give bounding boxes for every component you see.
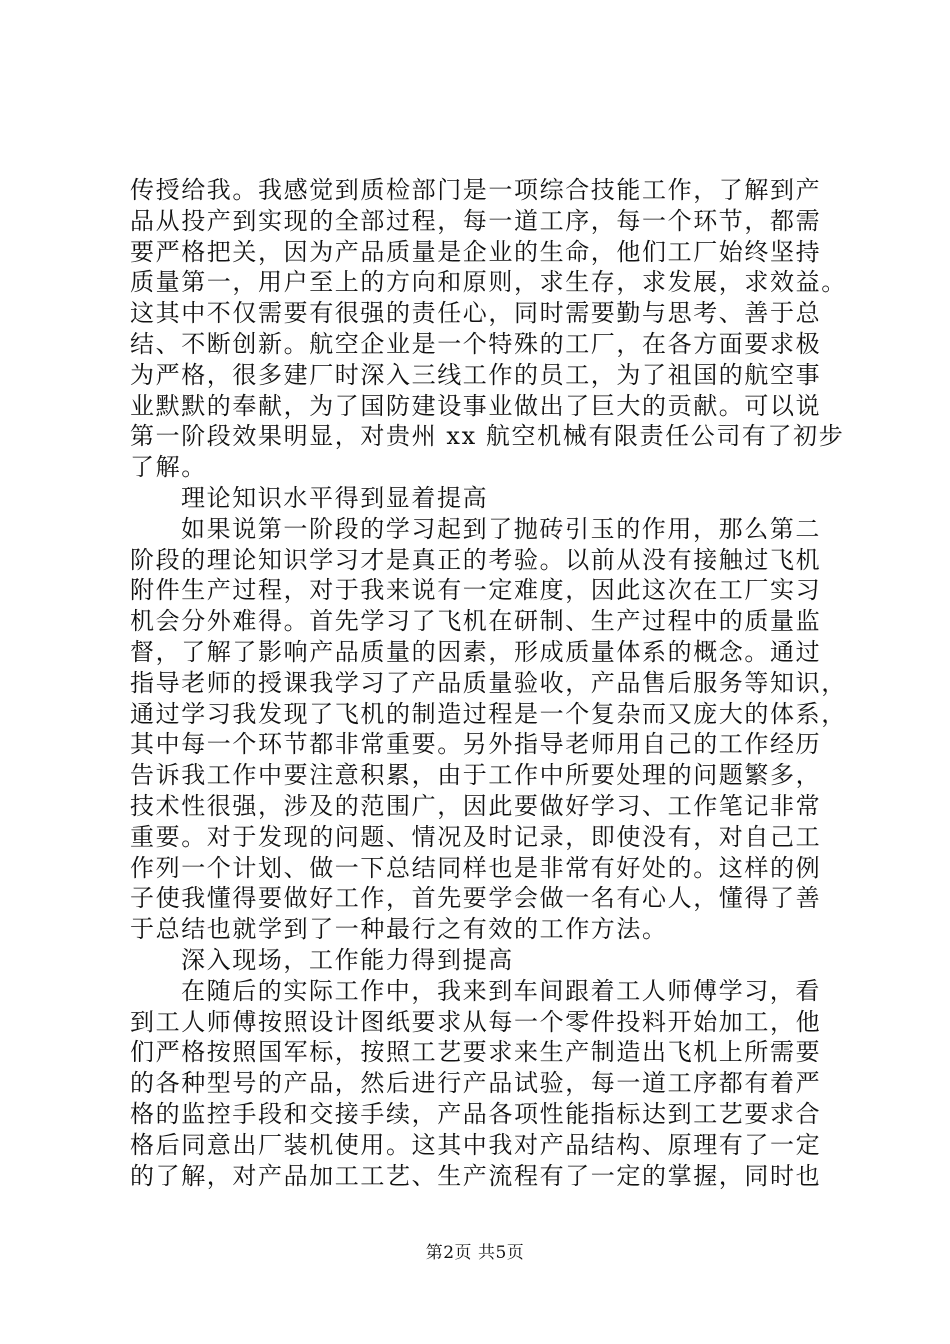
text-line: 机会分外难得。首先学习了飞机在研制、生产过程中的质量监	[130, 607, 822, 636]
text-line: 质量第一，用户至上的方向和原则，求生存，求发展，求效益。	[130, 268, 847, 297]
text-line: 了解。	[130, 453, 207, 482]
text-line: 如果说第一阶段的学习起到了抛砖引玉的作用，那么第二	[181, 514, 821, 543]
text-line: 告诉我工作中要注意积累，由于工作中所要处理的问题繁多，	[130, 761, 822, 790]
text-line: 这其中不仅需要有很强的责任心，同时需要勤与思考、善于总	[130, 299, 822, 328]
text-line: 的各种型号的产品，然后进行产品试验，每一道工序都有着严	[130, 1069, 822, 1098]
text-line: 要严格把关，因为产品质量是企业的生命，他们工厂始终坚持	[130, 237, 822, 266]
section-heading: 理论知识水平得到显着提高	[181, 483, 489, 512]
text-line: 为严格，很多建厂时深入三线工作的员工，为了祖国的航空事	[130, 360, 822, 389]
text-line: 指导老师的授课我学习了产品质量验收，产品售后服务等知识，	[130, 668, 847, 697]
text-line: 通过学习我发现了飞机的制造过程是一个复杂而又庞大的体系，	[130, 699, 847, 728]
text-line: 的了解，对产品加工工艺、生产流程有了一定的掌握，同时也	[130, 1161, 822, 1190]
text-line: 附件生产过程，对于我来说有一定难度，因此这次在工厂实习	[130, 576, 822, 605]
paragraph-theory	[130, 514, 870, 945]
text-line: 督，了解了影响产品质量的因素，形成质量体系的概念。通过	[130, 637, 822, 666]
section-heading-theory	[130, 483, 870, 514]
text-line: 在随后的实际工作中，我来到车间跟着工人师傅学习，看	[181, 976, 821, 1005]
text-line: 品从投产到实现的全部过程，每一道工序，每一个环节，都需	[130, 206, 822, 235]
text-line: 作列一个计划、做一下总结同样也是非常有好处的。这样的例	[130, 853, 822, 882]
text-line: 格的监控手段和交接手续，产品各项性能指标达到工艺要求合	[130, 1099, 822, 1128]
text-line: 阶段的理论知识学习才是真正的考验。以前从没有接触过飞机	[130, 545, 822, 574]
text-line: 第一阶段效果明显，对贵州 xx 航空机械有限责任公司有了初步	[130, 422, 845, 451]
text-line: 于总结也就学到了一种最行之有效的工作方法。	[130, 915, 668, 944]
text-line: 技术性很强，涉及的范围广，因此要做好学习、工作笔记非常	[130, 791, 822, 820]
section-heading: 深入现场，工作能力得到提高	[181, 945, 514, 974]
text-line: 格后同意出厂装机使用。这其中我对产品结构、原理有了一定	[130, 1130, 822, 1159]
text-line: 重要。对于发现的问题、情况及时记录，即使没有，对自己工	[130, 822, 822, 851]
text-line: 到工人师傅按照设计图纸要求从每一个零件投料开始加工，他	[130, 1007, 822, 1036]
text-line: 子使我懂得要做好工作，首先要学会做一名有心人，懂得了善	[130, 884, 822, 913]
text-line: 们严格按照国军标，按照工艺要求来生产制造出飞机上所需要	[130, 1038, 822, 1067]
text-line: 业默默的奉献，为了国防建设事业做出了巨大的贡献。可以说	[130, 391, 822, 420]
section-heading-field	[130, 945, 870, 976]
paragraph-continuation	[130, 175, 870, 483]
document-body	[130, 175, 870, 1191]
text-line: 其中每一个环节都非常重要。另外指导老师用自己的工作经历	[130, 730, 822, 759]
text-line: 结、不断创新。航空企业是一个特殊的工厂，在各方面要求极	[130, 329, 822, 358]
text-line: 传授给我。我感觉到质检部门是一项综合技能工作，了解到产	[130, 176, 822, 204]
page-number-footer: 第2页 共5页	[425, 1243, 525, 1263]
paragraph-field-work	[130, 976, 870, 1192]
